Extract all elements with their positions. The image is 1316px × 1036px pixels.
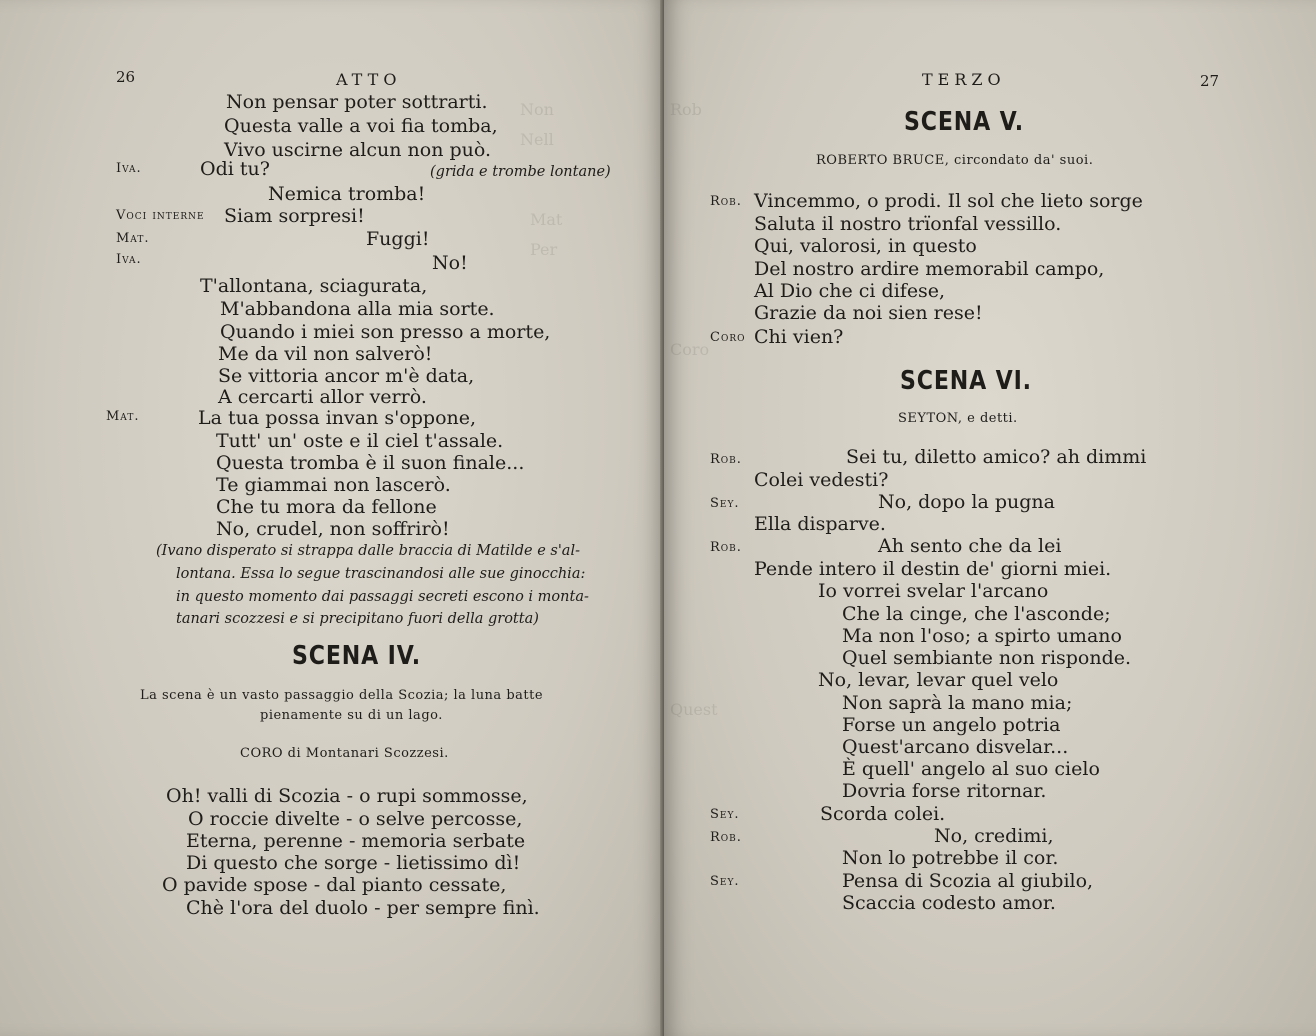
scene-characters: SEYTON, e detti. [898, 411, 1018, 426]
page-number: 26 [116, 68, 136, 86]
scene-title: SCENA IV. [292, 641, 422, 671]
left-page: Non Nell Mat Per 26 ATTO Non pensar poter sottrarti. Questa valle a voi fia tomba, Vivo uscirne alcun non può. Iva. Odi tu? (grida e trombe lontane) Nemica tromba! Voci interne Siam sorpresi! Mat. Fuggi! Iva. No! T'allontana, sciagurata, M'abbandona alla mia sorte. Quando i miei son presso a morte, Me da vil non salverò! Se vittoria ancor m'è data, A cercarti allor verrò. Mat. La tua possa invan s'oppone, Tutt' un' oste e il ciel t'assale. Questa tromba è il suon finale... Te giammai non lascerò. Che tu mora da fellone No, crudel, non soffrirò! (Ivano disperato si strappa dalle braccia di Matilde e s'al- lontana. Essa lo segue trascinandosi alle sue ginocchia: in questo momento dai passaggi secreti escono i monta- tanari scozzesi e si precipitano fuori della grotta) SCENA IV. La scena è un vasto passaggio della Scozia; la luna batte pienamente su di un lago. CORO di Montanari Scozzesi. Oh! valli di Scozia - o rupi sommosse, O roccie divelte - o selve percosse, Eterna, perenne - memoria serbate Di questo che sorge - lietissimo dì! O pavide spose - dal pianto cessate, Chè l'ora del duolo - per sempre finì. [0, 0, 664, 1036]
verse-line: Che tu mora da fellone [216, 496, 437, 518]
speaker-label: Mat. [106, 409, 140, 424]
speaker-label: Sey. [710, 807, 740, 822]
speaker-label: Voci interne [116, 208, 205, 223]
verse-line: Odi tu? [200, 158, 270, 180]
verse-line: A cercarti allor verrò. [218, 386, 427, 408]
verse-line: M'abbandona alla mia sorte. [220, 298, 495, 320]
verse-line: Vincemmo, o prodi. Il sol che lieto sorge [754, 190, 1143, 212]
running-head: ATTO [336, 70, 402, 89]
chorus-line: Oh! valli di Scozia - o rupi sommosse, [166, 785, 528, 807]
verse-line: Non pensar poter sottrarti. [226, 91, 488, 113]
verse-line: Scaccia codesto amor. [842, 892, 1056, 914]
verse-line: Quando i miei son presso a morte, [220, 321, 551, 343]
speaker-label: Iva. [116, 252, 142, 267]
verse-line: Che la cinge, che l'asconde; [842, 603, 1111, 625]
verse-line: Tutt' un' oste e il ciel t'assale. [216, 430, 504, 452]
verse-line: Nemica tromba! [268, 183, 426, 205]
chorus-line: Di questo che sorge - lietissimo dì! [186, 852, 521, 874]
verse-line: Vivo uscirne alcun non può. [224, 139, 492, 161]
verse-line: Pensa di Scozia al giubilo, [842, 870, 1094, 892]
verse-line: No, dopo la pugna [878, 491, 1055, 513]
chorus-line: Chè l'ora del duolo - per sempre finì. [186, 897, 540, 919]
verse-line: Saluta il nostro trïonfal vessillo. [754, 213, 1062, 235]
running-head: TERZO [922, 70, 1006, 89]
stage-note: (grida e trombe lontane) [430, 164, 611, 180]
verse-line: La tua possa invan s'oppone, [198, 407, 477, 429]
verse-line: Non lo potrebbe il cor. [842, 847, 1059, 869]
verse-line: Sei tu, diletto amico? ah dimmi [846, 446, 1147, 468]
verse-line: Quel sembiante non risponde. [842, 647, 1132, 669]
stage-direction-line: tanari scozzesi e si precipitano fuori della grotta) [176, 611, 539, 627]
verse-line: Forse un angelo potria [842, 714, 1061, 736]
verse-line: Io vorrei svelar l'arcano [818, 580, 1049, 602]
speaker-label: Rob. [710, 540, 742, 555]
verse-line: Questa tromba è il suon finale... [216, 452, 525, 474]
verse-line: No, levar, levar quel velo [818, 669, 1059, 691]
verse-line: No! [432, 252, 468, 274]
scene-title: SCENA VI. [900, 366, 1032, 396]
stage-direction-line: in questo momento dai passaggi secreti escono i monta- [176, 589, 589, 605]
verse-line: Pende intero il destin de' giorni miei. [754, 558, 1112, 580]
scene-characters: CORO di Montanari Scozzesi. [240, 746, 449, 761]
verse-line: Ma non l'oso; a spirto umano [842, 625, 1122, 647]
page-number: 27 [1200, 72, 1220, 90]
scene-title: SCENA V. [904, 107, 1024, 137]
verse-line: Dovria forse ritornar. [842, 780, 1047, 802]
scene-description: pienamente su di un lago. [260, 708, 443, 723]
verse-line: Ella disparve. [754, 513, 886, 535]
verse-line: Se vittoria ancor m'è data, [218, 365, 475, 387]
speaker-label: Rob. [710, 194, 742, 209]
verse-line: È quell' angelo al suo cielo [842, 758, 1100, 780]
verse-line: Scorda colei. [820, 803, 946, 825]
chorus-line: Eterna, perenne - memoria serbate [186, 830, 526, 852]
speaker-label: Coro [710, 330, 746, 345]
verse-line: Del nostro ardire memorabil campo, [754, 258, 1105, 280]
chorus-line: O pavide spose - dal pianto cessate, [162, 874, 507, 896]
speaker-label: Rob. [710, 452, 742, 467]
scene-characters: ROBERTO BRUCE, circondato da' suoi. [816, 153, 1094, 168]
stage-direction-line: (Ivano disperato si strappa dalle braccia di Matilde e s'al- [156, 543, 580, 559]
speaker-label: Mat. [116, 231, 150, 246]
verse-line: Qui, valorosi, in questo [754, 235, 977, 257]
verse-line: Ah sento che da lei [878, 535, 1062, 557]
verse-line: No, credimi, [934, 825, 1054, 847]
verse-line: Colei vedesti? [754, 469, 889, 491]
verse-line: Te giammai non lascerò. [216, 474, 451, 496]
speaker-label: Iva. [116, 161, 142, 176]
verse-line: Quest'arcano disvelar... [842, 736, 1069, 758]
speaker-label: Rob. [710, 830, 742, 845]
verse-line: Questa valle a voi fia tomba, [224, 115, 498, 137]
stage-direction-line: lontana. Essa lo segue trascinandosi alle sue ginocchia: [176, 566, 586, 582]
verse-line: Me da vil non salverò! [218, 343, 433, 365]
verse-line: Al Dio che ci difese, [754, 280, 946, 302]
right-page: Rob Coro Quest TERZO 27 SCENA V. ROBERTO BRUCE, circondato da' suoi. Rob. Vincemmo, o prodi. Il sol che lieto sorge Saluta il nostro trïonfal vessillo. Qui, valorosi, in questo Del nostro ardire memorabil campo, Al Dio che ci difese, Grazie da noi sien rese! Coro Chi vien? SCENA VI. SEYTON, e detti. Rob. Sei tu, diletto amico? ah dimmi Colei vedesti? Sey. No, dopo la pugna Ella disparve. Rob. Ah sento che da lei Pende intero il destin de' giorni miei. Io vorrei svelar l'arcano Che la cinge, che l'asconde; Ma non l'oso; a spirto umano Quel sembiante non risponde. No, levar, levar quel velo Non saprà la mano mia; Forse un angelo potria Quest'arcano disvelar... È quell' angelo al suo cielo Dovria forse ritornar. Sey. Scorda colei. Rob. No, credimi, Non lo potrebbe il cor. Sey. Pensa di Scozia al giubilo, Scaccia codesto amor. [664, 0, 1316, 1036]
speaker-label: Sey. [710, 874, 740, 889]
speaker-label: Sey. [710, 496, 740, 511]
scene-description: La scena è un vasto passaggio della Scozia; la luna batte [140, 688, 544, 703]
verse-line: Fuggi! [366, 228, 430, 250]
verse-line: T'allontana, sciagurata, [200, 275, 428, 297]
chorus-line: O roccie divelte - o selve percosse, [188, 808, 523, 830]
verse-line: Siam sorpresi! [224, 205, 365, 227]
verse-line: Chi vien? [754, 326, 844, 348]
verse-line: Non saprà la mano mia; [842, 692, 1073, 714]
verse-line: No, crudel, non soffrirò! [216, 518, 450, 540]
verse-line: Grazie da noi sien rese! [754, 302, 983, 324]
